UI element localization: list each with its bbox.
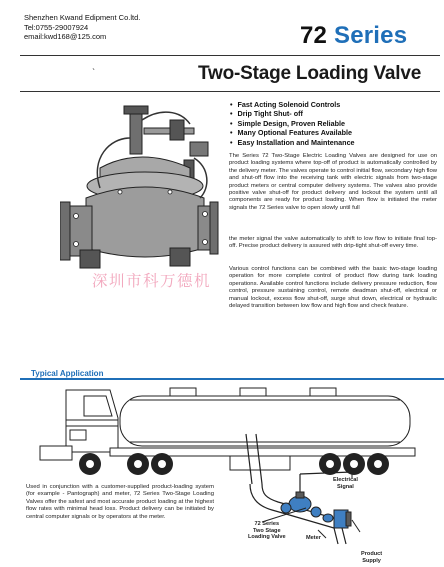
label-valve-line-1: 72 Series <box>254 521 280 527</box>
description-paragraph-1b: the meter signal the valve automatically to shift to low flow to initiate final top-off. Precise product delivery is assured with drip-tight shut-off every time. <box>229 236 437 250</box>
page-title: Two-Stage Loading Valve <box>198 63 422 84</box>
feature-item: • Simple Design, Proven Reliable <box>230 119 355 128</box>
watermark-text: 深圳市科万德机 <box>92 272 212 290</box>
label-electrical: Electrical <box>333 477 358 483</box>
label-valve-line-2: Two Stage <box>253 527 281 534</box>
label-product-supply <box>361 551 382 564</box>
description-paragraph-1a: The Series 72 Two-Stage Electric Loading Valves are designed for use on product loading systems where top-off of product is automatically controlled by the delivery meter. The valves operate to control initial flow, secondary high flow and shut-off flow into the receiving tank with electric signals from two-stage product meters or central computer delivery systems. The valves also provide positive valve shut-off for product delivery and lockout the system until all components are ready for product loading. When flow is initiated the meter signals the 72 Series valve to open slowly until full <box>229 153 437 211</box>
series-title <box>300 22 407 50</box>
company-name: Shenzhen Kwand Edipment Co.ltd. <box>24 13 141 22</box>
label-meter: Meter <box>306 535 321 541</box>
label-valve <box>248 521 286 541</box>
title-rule <box>20 91 440 92</box>
label-product: Product <box>361 551 383 557</box>
label-electrical-signal <box>333 477 358 490</box>
application-diagram <box>0 380 444 567</box>
application-text: Used in conjunction with a customer-supplied product-loading system (for example - Pantograph) and meter, 72 Series Two-Stage Loading Valves offer the safest and most accurate product loading at the highest flow rates with minimal head loss. Product delivery can be initiated by central computer signals or by operators at the meter. <box>26 484 214 520</box>
series-word: Series <box>333 22 408 49</box>
feature-item: • Fast Acting Solenoid Controls <box>230 100 355 109</box>
description-paragraph-2: Various control functions can be combined with the basic two-stage loading operation for more complete control of product flow during tank loading operations. Available control functions include delivery pressure reduction, flow control, pressure sustaining control, remote deadman shut-off, electrical or manual lockout, excess flow shut-off, surge shut down, electrical or hydraulic delayed transition between low flow and high flow and check feature. <box>229 266 437 310</box>
feature-item: • Drip Tight Shut- off <box>230 109 355 118</box>
valve-illustration <box>60 98 220 273</box>
series-number: 72 <box>300 22 328 49</box>
label-supply: Supply <box>362 557 381 564</box>
company-email: email:kwd168@125.com <box>24 32 107 41</box>
stray-mark: ˋ <box>92 68 96 79</box>
header-rule <box>20 55 440 56</box>
label-signal: Signal <box>337 483 354 490</box>
application-heading: Typical Application <box>31 369 104 378</box>
label-valve-line-3: Loading Valve <box>248 534 286 541</box>
feature-list <box>230 100 355 147</box>
company-info <box>24 13 140 42</box>
feature-item: • Easy Installation and Maintenance <box>230 138 355 147</box>
company-tel: Tel:0755-29007924 <box>24 22 89 32</box>
feature-item: • Many Optional Features Available <box>230 128 355 137</box>
